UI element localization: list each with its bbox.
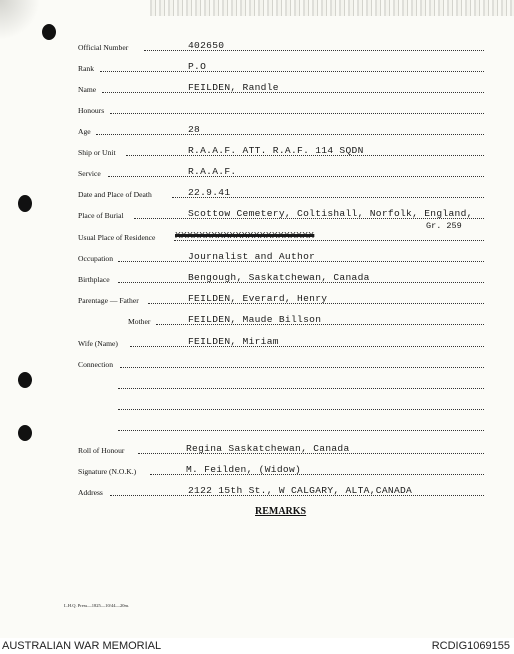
dotted-line xyxy=(102,92,484,93)
honours-label: Honours xyxy=(78,106,105,115)
footer-record-id: RCDIG1069155 xyxy=(431,640,510,652)
row-honours xyxy=(78,101,484,117)
usual-residence-label: Usual Place of Residence xyxy=(78,233,156,242)
connection-label: Connection xyxy=(78,360,114,369)
roll-of-honour-label: Roll of Honour xyxy=(78,446,125,455)
place-of-burial-value: Scottow Cemetery, Coltishall, Norfolk, England, xyxy=(188,208,473,219)
service-value: R.A.A.F. xyxy=(188,166,237,177)
date-place-death-value: 22.9.41 xyxy=(188,187,231,198)
dotted-line xyxy=(118,388,484,389)
scan-shadow xyxy=(0,0,40,40)
rank-label: Rank xyxy=(78,64,95,73)
ship-or-unit-value: R.A.A.F. ATT. R.A.F. 114 SQDN xyxy=(188,145,364,156)
dotted-line xyxy=(96,134,484,135)
wife-label: Wife (Name) xyxy=(78,339,118,348)
dotted-line xyxy=(118,409,484,410)
remarks-heading: REMARKS xyxy=(255,506,307,517)
printer-note: L.H.Q. Press—1825—10/44—20m. xyxy=(64,603,130,608)
row-place-of-burial xyxy=(78,206,484,222)
punch-hole xyxy=(42,24,56,40)
father-label: Parentage — Father xyxy=(78,296,139,305)
dotted-line xyxy=(120,367,484,368)
row-rank xyxy=(78,59,484,75)
grave-number: Gr. 259 xyxy=(426,221,462,231)
row-usual-residence xyxy=(78,228,484,244)
occupation-value: Journalist and Author xyxy=(188,251,316,262)
row-signature xyxy=(78,462,484,478)
row-official-number xyxy=(78,38,484,54)
row-date-place-death xyxy=(78,185,484,201)
birthplace-label: Birthplace xyxy=(78,275,110,284)
age-value: 28 xyxy=(188,124,201,135)
address-label: Address xyxy=(78,488,103,497)
scan-noise xyxy=(150,0,514,16)
dotted-line xyxy=(110,113,484,114)
connection-blank-line xyxy=(118,397,484,413)
row-service xyxy=(78,164,484,180)
service-label: Service xyxy=(78,169,101,178)
date-place-death-label: Date and Place of Death xyxy=(78,190,152,199)
name-label: Name xyxy=(78,85,97,94)
birthplace-value: Bengough, Saskatchewan, Canada xyxy=(188,272,370,283)
dotted-line xyxy=(100,71,484,72)
age-label: Age xyxy=(78,127,91,136)
row-address xyxy=(78,483,484,499)
dotted-line xyxy=(130,346,484,347)
mother-value: FEILDEN, Maude Billson xyxy=(188,314,322,325)
row-ship-or-unit xyxy=(78,143,484,159)
row-age xyxy=(78,122,484,138)
connection-blank-line xyxy=(118,418,484,434)
punch-hole xyxy=(18,195,32,212)
official-number-label: Official Number xyxy=(78,43,129,52)
place-of-burial-label: Place of Burial xyxy=(78,211,124,220)
archive-footer xyxy=(0,638,514,654)
signature-label: Signature (N.O.K.) xyxy=(78,467,137,476)
row-name xyxy=(78,80,484,96)
father-value: FEILDEN, Everard, Henry xyxy=(188,293,328,304)
rank-value: P.O xyxy=(188,61,207,72)
punch-hole xyxy=(18,425,32,441)
usual-residence-value: XXXXXXXXXXXXXXXXXXXXXXX xyxy=(175,230,315,241)
punch-hole xyxy=(18,372,32,388)
connection-blank-line xyxy=(118,376,484,392)
signature-value: M. Feilden, (Widow) xyxy=(186,464,302,475)
footer-institution: AUSTRALIAN WAR MEMORIAL xyxy=(2,640,162,652)
dotted-line xyxy=(118,430,484,431)
mother-label: Mother xyxy=(128,317,151,326)
roll-of-honour-value: Regina Saskatchewan, Canada xyxy=(186,443,350,454)
row-occupation xyxy=(78,249,484,265)
dotted-line xyxy=(108,176,484,177)
address-value: 2122 15th St., W CALGARY, ALTA,CANADA xyxy=(188,485,413,496)
official-number-value: 402650 xyxy=(188,40,225,51)
name-value: FEILDEN, Randle xyxy=(188,82,279,93)
row-mother xyxy=(78,312,484,328)
row-connection xyxy=(78,355,484,371)
ship-or-unit-label: Ship or Unit xyxy=(78,148,116,157)
row-wife xyxy=(78,334,484,350)
row-birthplace xyxy=(78,270,484,286)
occupation-label: Occupation xyxy=(78,254,114,263)
row-roll-of-honour xyxy=(78,441,484,457)
row-father xyxy=(78,291,484,307)
wife-value: FEILDEN, Miriam xyxy=(188,336,279,347)
